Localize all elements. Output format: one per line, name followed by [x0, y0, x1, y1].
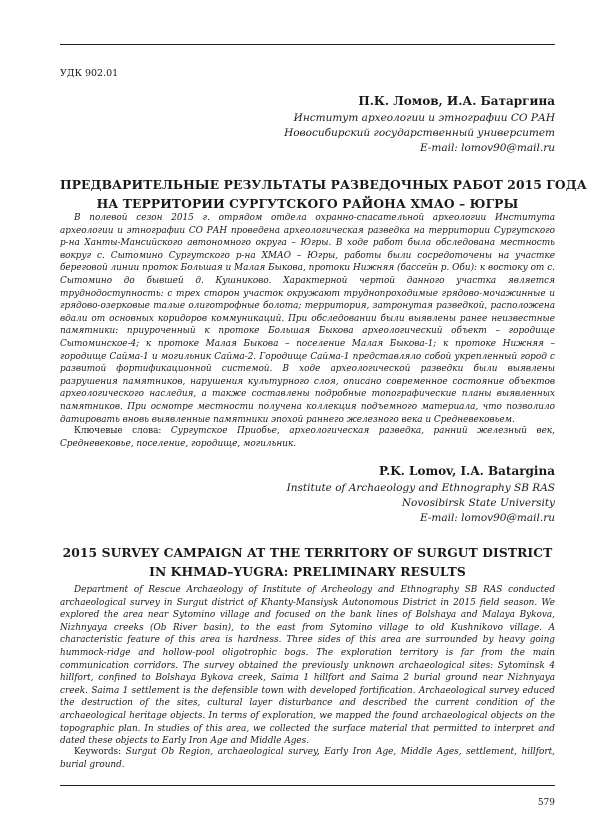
en-title-line: 2015 SURVEY CAMPAIGN AT THE TERRITORY OF SURGUT DISTRICT: [62, 545, 553, 560]
ru-affiliation: [284, 111, 555, 156]
top-rule: [60, 44, 555, 45]
ru-title: [60, 175, 587, 213]
en-author-block: [287, 464, 555, 526]
ru-keywords: [60, 425, 555, 450]
en-affiliation: [287, 481, 555, 526]
ru-abstract: В полевой сезон 2015 г. отрядом отдела охранно-спасательной археологии Института археологии и этнографии СО РАН проведена археологическая разведка на территории Сургутского р-на Ханты-Мансийского автономного округа – Югры. В ходе работ была обследована местность вокруг с. Сытомино Сургутского р-на ХМАО – Югры, работы были сосредоточены на участке береговой линии проток Большая и Малая Быкова, протоки Нижняя (бассейн р. Оби): к востоку от с. Сытомино до бывшей д. Кушниково. Характерной чертой данного участка является труднодоступность: с трех сторон участок окружают труднопроходимые грядово-мочажинные и грядово-озерковые талые олиготрофные болота; территория, затронутая разведкой, расположена вдали от основных коридоров коммуникаций. При обследовании были выявлены ранее неизвестные памятники: приуроченный к протоке Большая Быкова археологический объект – городище Сытоминское-4; к протоке Малая Быкова – поселение Малая Быкова-1; к протоке Нижняя – городище Сайма-1 и могильник Сайма-2. Городище Сайма-1 представляло собой укрепленный город с развитой фортификационной системой. В ходе археологической разведки были выявлены разрушения памятников, нарушения культурного слоя, описано современное состояние объектов археологического наследия, а также составлены подробные топографические планы выявленных памятников. При осмотре местности получена коллекция подъемного материала, что позволило датировать вновь выявленные памятники эпохой раннего железного века и Средневековьем.: [60, 213, 555, 425]
ru-email: E-mail: lomov90@mail.ru: [419, 142, 555, 154]
en-abstract: Department of Rescue Archaeology of Institute of Archeology and Ethnography SB RAS conducted archaeological survey in Surgut district of Khanty-Mansiysk Autonomous District in 2015 field season. We explored the area near Sytomino village and focused on the bank lines of Bolshaya and Malaya Bykova, Nizhnyaya creeks (Ob River basin), to the east from Sytomino village to old Kushnikovo village. A characteristic feature of this area is hardness. Three sides of this area are surrounded by heavy going hummock-ridge and hollow-pool oligotrophic bogs. The exploration territory is far from the main communication corridors. The survey obtained the previously unknown archaeological sites: Sytominsk 4 hillfort, confined to Bolshaya Bykova creek, Saima 1 hillfort and Saima 2 burial ground near Nizhnyaya creek. Saima 1 settlement is the defensible town with developed fortification. Archaeological survey educed the destruction of the sites, cultural layer disturbance and described the current condition of the archaeological heritage objects. In terms of exploration, we mapped the found archaeological objects on the topographic plan. In studies of this area, we collected the surface material that permitted to interpret and dated these objects to Early Iron Age and Middle Ages.: [60, 585, 555, 747]
ru-keywords-label: Ключевые слова:: [74, 426, 162, 436]
en-keywords: [60, 746, 555, 771]
en-affiliation-line: Institute of Archaeology and Ethnography SB RAS: [286, 482, 555, 494]
ru-affiliation-line: Институт археологии и этнографии СО РАН: [293, 112, 555, 124]
en-title: [60, 543, 555, 581]
en-title-line: IN KHMAD–YUGRA: PRELIMINARY RESULTS: [149, 564, 466, 579]
ru-title-line: НА ТЕРРИТОРИИ СУРГУТСКОГО РАЙОНА ХМАО – ЮГРЫ: [96, 196, 519, 211]
bottom-rule: [60, 785, 555, 786]
en-affiliation-line: Novosibirsk State University: [401, 497, 555, 509]
ru-authors: П.К. Ломов, И.А. Батаргина: [358, 94, 555, 108]
ru-author-block: [284, 94, 555, 156]
ru-keywords-text: Сургутское Приобье, археологическая разведка, ранний железный век, Средневековье, поселение, городище, могильник.: [60, 426, 555, 449]
en-keywords-label: Keywords:: [74, 747, 122, 757]
en-authors: P.K. Lomov, I.A. Batargina: [379, 464, 555, 478]
en-keywords-text: Surgut Ob Region, archaeological survey, Early Iron Age, Middle Ages, settlement, hillfort, burial ground.: [60, 747, 555, 770]
page-number: 579: [537, 798, 555, 808]
en-email: E-mail: lomov90@mail.ru: [419, 512, 555, 524]
ru-title-line: ПРЕДВАРИТЕЛЬНЫЕ РЕЗУЛЬТАТЫ РАЗВЕДОЧНЫХ РАБОТ 2015 ГОДА: [60, 177, 587, 192]
ru-affiliation-line: Новосибирский государственный университет: [284, 127, 555, 139]
udk-code: УДК 902.01: [60, 68, 119, 79]
